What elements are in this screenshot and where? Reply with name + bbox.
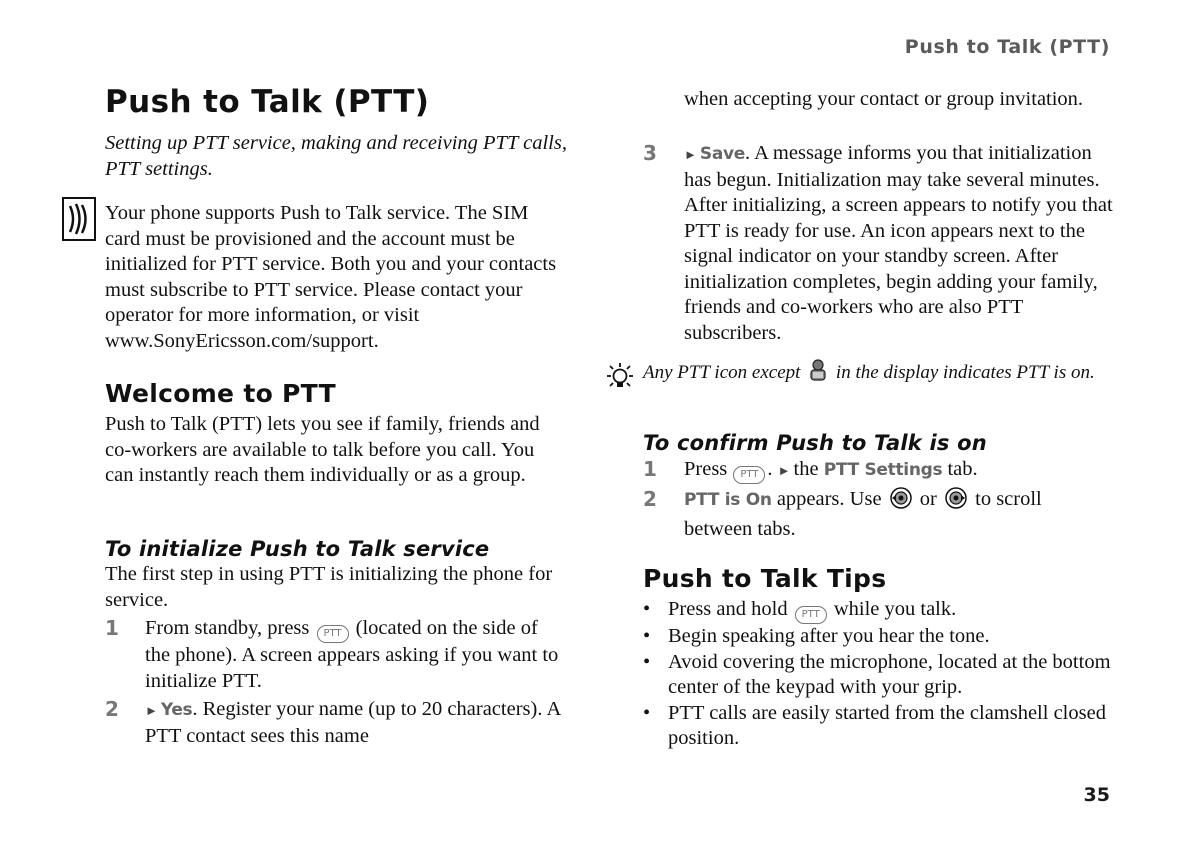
list-item: [105, 697, 567, 749]
yes-softkey-label: Yes: [160, 700, 193, 720]
ptt-is-on-label: PTT is On: [684, 490, 772, 510]
step-text: . Register your name (up to 20 characters). A PTT contact sees this name: [145, 698, 561, 747]
intro-text: Setting up PTT service, making and receiving PTT calls, PTT settings.: [105, 132, 567, 180]
step-text: Press: [684, 458, 728, 480]
service-note: Your phone supports Push to Talk service. The SIM card must be provisioned and the account must be initialized for PTT service. Both you and your contacts must subscribe to PTT service. Please contact your operator for more information, or visit www.SonyEricsson.com/support.: [105, 202, 557, 352]
tip-text: Avoid covering the microphone, located at the bottom center of the keypad with your grip.: [668, 650, 1111, 698]
tip-text: Any PTT icon except: [643, 362, 801, 383]
running-header: Push to Talk (PTT): [904, 36, 1110, 58]
welcome-heading: Welcome to PTT: [105, 379, 336, 408]
lightbulb-tip-icon: [604, 362, 636, 397]
init-heading: To initialize Push to Talk service: [105, 537, 490, 561]
tip-text: Begin speaking after you hear the tone.: [668, 625, 990, 647]
ptt-key-icon: PTT: [733, 466, 765, 484]
tips-list: [643, 597, 1115, 752]
step-number: 2: [643, 487, 657, 511]
list-item: [643, 597, 1115, 624]
tip-text: Press and hold: [668, 598, 788, 620]
step-number: 2: [105, 697, 119, 721]
welcome-text: Push to Talk (PTT) lets you see if family, friends and co-workers are available to talk before you call. You can instantly reach them individually or as a group.: [105, 413, 540, 486]
step-number: 1: [105, 616, 119, 640]
list-item: [643, 624, 1115, 650]
list-item: [105, 616, 567, 694]
step-text: .: [767, 458, 773, 480]
confirm-steps: [643, 457, 1115, 545]
tip-text: while you talk.: [833, 598, 957, 620]
step-text: From standby, press: [145, 617, 310, 639]
step-text: (located on the side of the phone). A screen appears asking if you want to initialize PTT.: [145, 617, 559, 692]
step-text: or: [919, 488, 937, 510]
page-number: 35: [1083, 784, 1110, 806]
step-text: the: [793, 458, 819, 480]
bullet: •: [643, 701, 651, 724]
navigation-right-key-icon: [945, 487, 967, 517]
ptt-key-icon: PTT: [317, 625, 349, 643]
arrow-icon: ►: [145, 703, 158, 718]
bullet: •: [643, 598, 651, 620]
list-item: [643, 457, 1115, 484]
arrow-icon: ►: [684, 147, 697, 162]
confirm-heading: To confirm Push to Talk is on: [643, 431, 987, 455]
step-number: 1: [643, 457, 657, 481]
continued-text: when accepting your contact or group invitation.: [684, 88, 1084, 110]
step-text: tab.: [947, 458, 978, 480]
list-item: [643, 650, 1115, 701]
init-steps: [105, 616, 567, 752]
tip-text: in the display indicates PTT is on.: [835, 362, 1095, 383]
ptt-key-icon: PTT: [795, 606, 827, 624]
network-service-icon: [62, 197, 96, 246]
tip-text: PTT calls are easily started from the clamshell closed position.: [668, 701, 1106, 749]
step-text: to scroll between tabs.: [684, 488, 1042, 540]
navigation-left-key-icon: [890, 487, 912, 517]
list-item: [643, 487, 1115, 542]
init-steps-continued: [643, 141, 1115, 349]
list-item: [643, 141, 1115, 346]
arrow-icon: ►: [777, 463, 791, 478]
ptt-settings-tab-label: PTT Settings: [823, 460, 943, 480]
list-item: [643, 701, 1115, 752]
bullet: •: [643, 650, 651, 673]
init-text: The first step in using PTT is initializing the phone for service.: [105, 563, 553, 611]
step-text: appears. Use: [776, 488, 882, 510]
ptt-status-icon: [808, 358, 828, 390]
ptt-tip-text: [643, 358, 1115, 390]
tips-heading: Push to Talk Tips: [643, 564, 887, 593]
page-title: Push to Talk (PTT): [105, 84, 430, 120]
step-number: 3: [643, 141, 657, 165]
bullet: •: [643, 625, 651, 647]
step-text: . A message informs you that initialization has begun. Initialization may take several minutes. After initializing, a screen appears to notify you that PTT is ready for use. An icon appears next to the signal indicator on your standby screen. After initialization completes, begin adding your family, friends and co-workers who are also PTT subscribers.: [684, 142, 1113, 344]
save-softkey-label: Save: [699, 144, 746, 164]
